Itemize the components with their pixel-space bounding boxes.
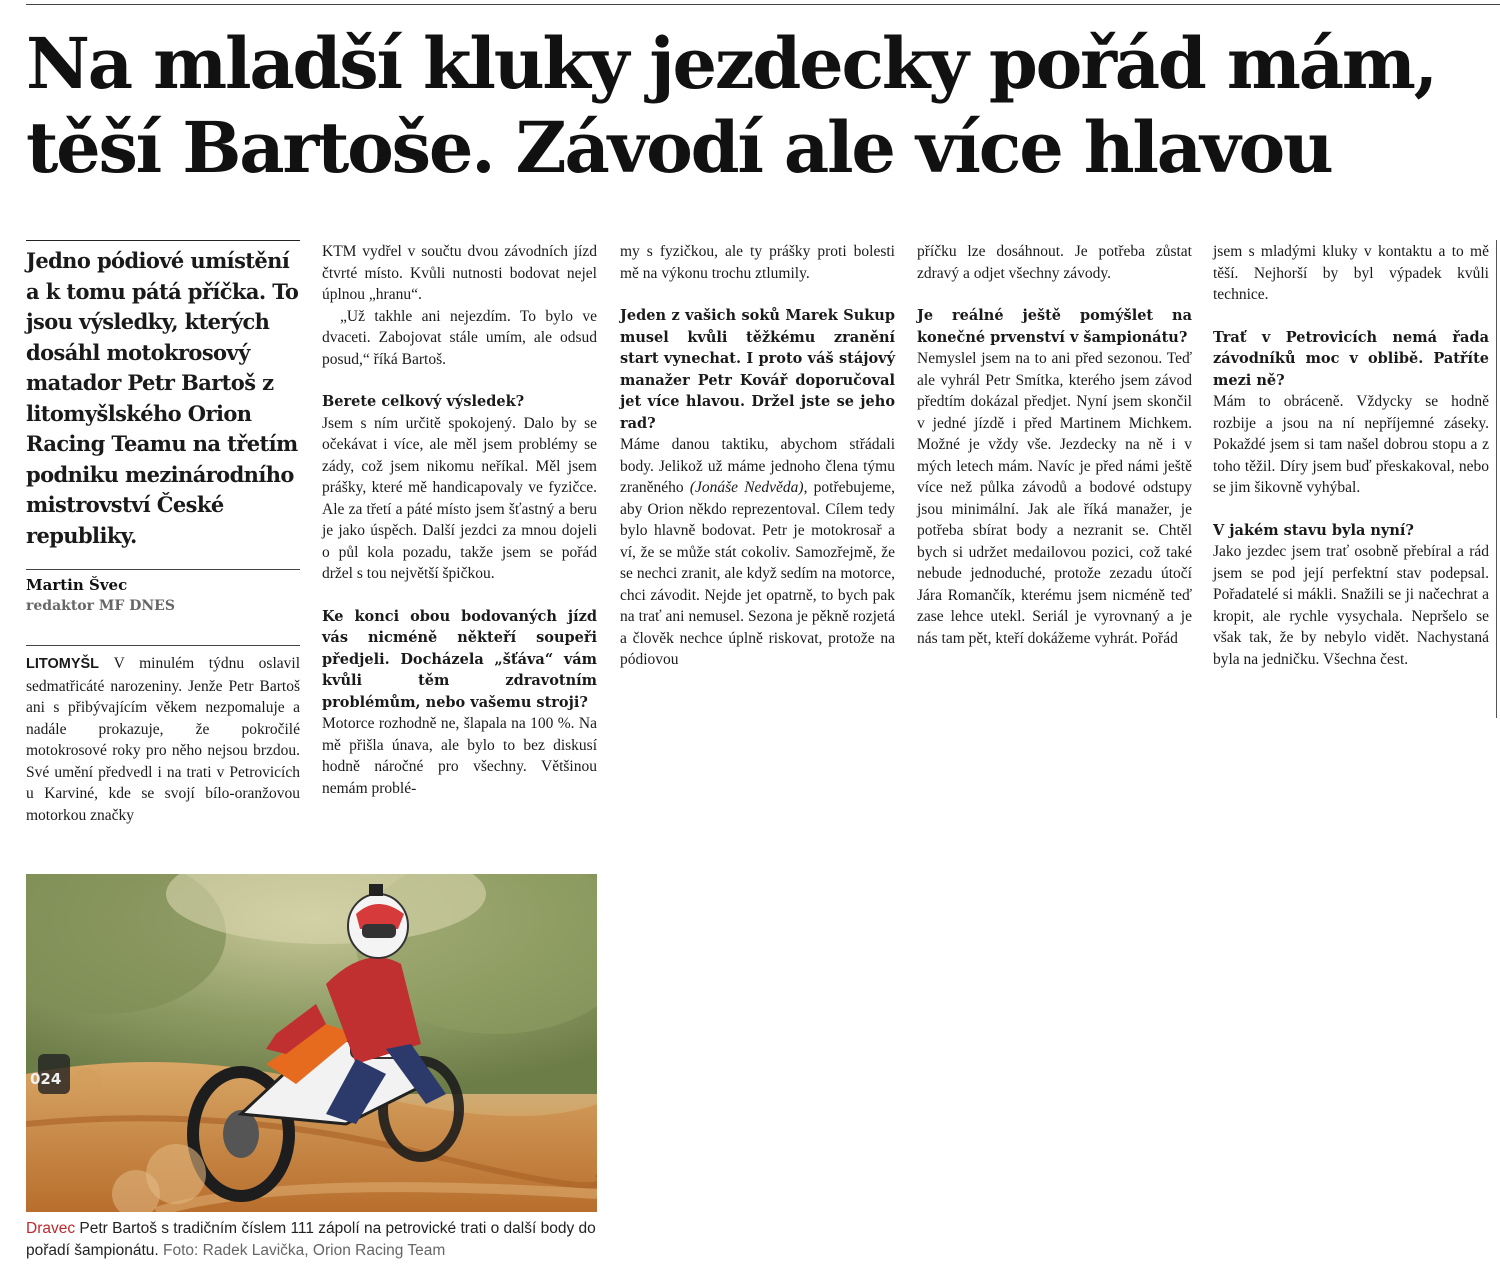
intro-paragraph-end: KTM vydřel v součtu dvou závodních jízd čtvrté místo. Kvůli nutnosti bodovat nejel úplnou „hranu“. — [322, 243, 597, 303]
body-rule — [26, 645, 300, 646]
question-1: Berete celkový výsledek? — [322, 393, 525, 410]
question-6: V jakém stavu byla nyní? — [1213, 521, 1414, 539]
photo-caption — [26, 1218, 606, 1262]
caption-text: Petr Bartoš s tradičním číslem 111 zápolí na petrovické trati o další body do pořadí šampionátu. — [26, 1220, 596, 1259]
italic-name: (Jonáše Nedvěda) — [689, 479, 804, 496]
answer-2-start: Motorce rozhodně ne, šlapala na 100 %. Na mě přišla únava, ale bylo to bez diskusí hodně náročné pro všechny. Většinou nemám problé- — [322, 715, 597, 797]
column-4 — [917, 241, 1192, 649]
bg-rider-number: 024 — [30, 1070, 62, 1088]
answer-2-end: my s fyzičkou, ale ty prášky proti bolesti mě na výkonu trochu ztlumily. — [620, 243, 895, 282]
headline-line-1: Na mladší kluky jezdecky pořád mám, — [26, 22, 1436, 105]
byline-rule — [26, 569, 300, 570]
column-1 — [26, 653, 300, 826]
answer-4-start: Nemyslel jsem na to ani před sezonou. Teď ale vyhrál Petr Smítka, kterého jsem závod předtím dokázal předjet. Nyní jsem skončil v jedné jízdě i před Martinem Michkem. Možné je vždy vše. Jezdecky na ně i v mých letech mám. Navíc je před námi ještě více než půlka závodů a bodové odstupy jsou minimální. Jak ale říká manažer, je potřeba sbírat body a nezranit se. Chtěl bych si udržet medailovou pozici, což také nebude jednoduché, protože zezadu útočí Jára Romančík, kterému jsem nicméně teď zase lehce utekl. Seriál je vyrovnaný a je nás tam pět, kteří dokážeme vyhrát. Pořád — [917, 350, 1192, 647]
lead-paragraph: Jedno pódiové umístění a k tomu pátá příčka. To jsou výsledky, kterých dosáhl motokrosový matador Petr Bartoš z litomyšlského Orion Racing Teamu na třetím podniku mezinárodního mistrovství České republiky. — [26, 248, 299, 548]
answer-3-end: příčku lze dosáhnout. Je potřeba zůstat zdravý a odjet všechny závody. — [917, 243, 1192, 282]
question-4: Je reálné ještě pomýšlet na konečné prvenství v šampionátu? — [917, 307, 1192, 346]
headline-line-2: těší Bartoše. Závodí ale více hlavou — [26, 106, 1332, 189]
answer-3-start: Máme danou taktiku, abychom střádali body. Jelikož už máme jednoho člena týmu zraněného (Jonáše Nedvěda), potřebujeme, aby Orion někdo reprezentoval. Cílem tedy bylo hlavně bodovat. Petr je motokrosař a ví, že se může stát cokoliv. Samozřejmě, že se nechci zranit, ale když sedím na motorce, chci závodit. Nejde jet opatrně, to bych pak na trať ani nemusel. Sezona je pěkně rozjetá a člověk nechce úplně riskovat, protože na pódiovou — [620, 436, 895, 668]
column-2 — [322, 241, 597, 799]
top-rule — [26, 4, 1500, 5]
answer-4-end: jsem s mladými kluky v kontaktu a to mě těší. Nejhorší by byl výpadek kvůli technice. — [1213, 243, 1489, 303]
dateline: LITOMYŠL — [26, 656, 100, 672]
motocross-illustration — [26, 874, 597, 1212]
intro-paragraph-start — [26, 653, 300, 826]
answer-6: Jako jezdec jsem trať osobně přebíral a rád jsem se pod její perfektní stav podepsal. Pořadatelé si mákli. Snažili se ji načechrat a kropit, ale rychle vysychala. Nepršelo se však tak, že by nebylo vidět. Nachystaná byla na jedničku. Všechna čest. — [1213, 543, 1489, 668]
motocross-photo — [26, 874, 597, 1212]
question-5: Trať v Petrovicích nemá řada závodníků moc v oblibě. Patříte mezi ně? — [1213, 328, 1489, 389]
question-3: Jeden z vašich soků Marek Sukup musel kvůli těžkému zranění start vynechat. I proto váš stájový manažer Petr Kovář doporučoval jet více hlavou. Držel jste se jeho rad? — [620, 307, 895, 432]
quote-paragraph: „Už takhle ani nejezdím. To bylo ve dvaceti. Zabojovat stále umím, ale odsud posud,“ říká Bartoš. — [322, 307, 597, 368]
caption-credit: Foto: Radek Lavička, Orion Racing Team — [158, 1242, 446, 1259]
lead-top-rule — [26, 240, 300, 241]
author-name: Martin Švec — [26, 576, 128, 594]
column-3 — [620, 241, 895, 671]
author-role: redaktor MF DNES — [26, 598, 175, 614]
intro-text: V minulém týdnu oslavil sedmatřicáté narozeniny. Jenže Petr Bartoš ani s přibývajícím věkem nezpomaluje a nadále prokazuje, že pokročilé motokrosové roky pro něho nejsou brzdou. Své umění předvedl i na trati v Petrovicích u Karviné, kde se svojí bílo-oranžovou motorkou značky — [26, 655, 300, 824]
answer-5: Mám to obráceně. Vždycky se hodně rozbije a jsou na ní nepříjemné záseky. Pokaždé jsem si tam našel dobrou stopu a z toho těžil. Díry jsem buď přeskakoval, nebo se jim šikovně vyhýbal. — [1213, 393, 1489, 496]
question-2: Ke konci obou bodovaných jízd vás nicméně někteří soupeři předjeli. Docházela „šťáva“ vám kvůli těm zdravotním problémům, nebo vašemu stroji? — [322, 607, 597, 711]
headline — [26, 22, 1496, 190]
right-column-rule — [1496, 240, 1497, 718]
caption-label: Dravec — [26, 1220, 76, 1237]
column-5 — [1213, 241, 1489, 670]
answer-1: Jsem s ním určitě spokojený. Dalo by se očekávat i více, ale měl jsem problémy se zády, což jsem nikomu neříkal. Měl jsem prášky, které mě handicapovaly ve fyzičce. Ale za třetí a páté místo jsem šťastný a beru je jako úspěch. Další jezdci za mnou dojeli o půl kola pozadu, takže jsem se pořád držel s tou největší špičkou. — [322, 414, 597, 582]
